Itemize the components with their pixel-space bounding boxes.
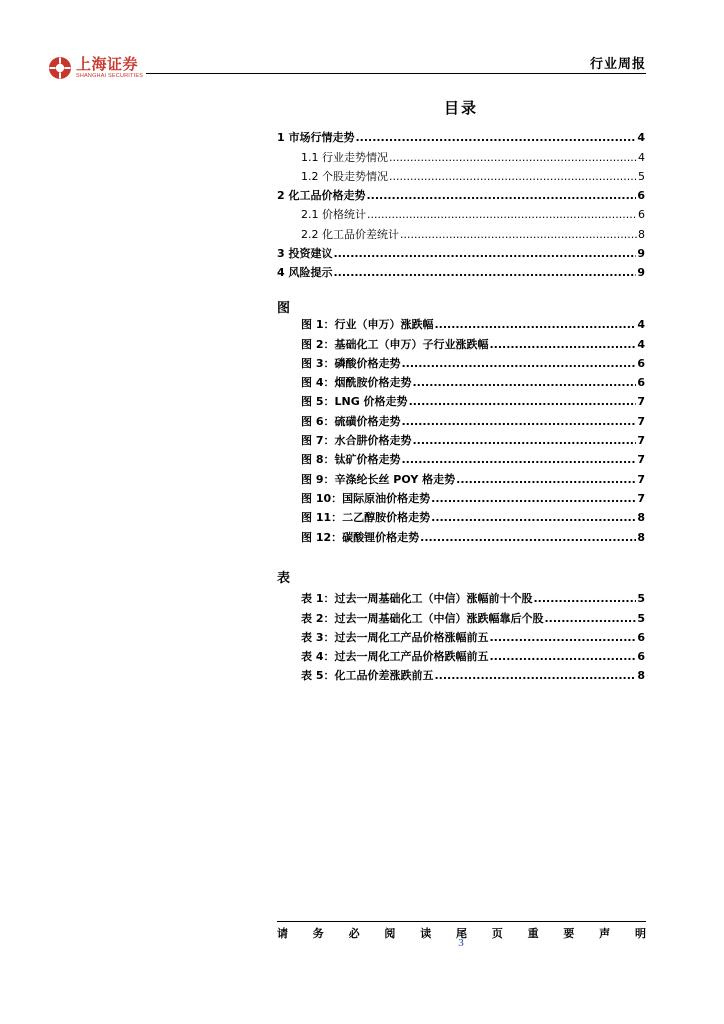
- toc-entry[interactable]: 1.1 行业走势情况 ..... 4: [277, 144, 645, 163]
- toc-entry[interactable]: 1 市场行情走势 ..... 4: [277, 125, 645, 144]
- figure-entry[interactable]: 图 12：碳酸锂价格走势 ..... 8: [277, 524, 645, 543]
- figure-entry[interactable]: 图 9：辛涤纶长丝 POY 格走势 ..... 7: [277, 466, 645, 485]
- figure-entry[interactable]: 图 7：水合肼价格走势 ..... 7: [277, 428, 645, 447]
- footer-divider: [277, 921, 646, 922]
- toc-entry[interactable]: 3 投资建议 ..... 9: [277, 241, 645, 260]
- table-entry[interactable]: 表 3：过去一周化工产品价格涨幅前五 ..... 6: [277, 625, 645, 644]
- footer-notice-char: 阅: [384, 927, 396, 940]
- report-type-label: 行业周报: [589, 57, 646, 72]
- figures-list: [277, 312, 645, 544]
- footer-notice-char: 请: [277, 927, 288, 940]
- company-logo: [48, 55, 143, 81]
- toc-list: [277, 125, 645, 279]
- logo-english-name: SHANGHAI SECURITIES: [76, 72, 144, 79]
- logo-chinese-name: 上海证券: [76, 54, 139, 73]
- tables-list: [277, 586, 645, 682]
- table-entry[interactable]: 表 2：过去一周基础化工（中信）涨跌幅靠后个股 ..... 5: [277, 605, 645, 624]
- figure-entry[interactable]: 图 8：钛矿价格走势 ..... 7: [277, 447, 645, 466]
- logo-emblem-icon: [48, 56, 72, 80]
- footer-notice-char: 尾: [455, 927, 467, 940]
- header-divider: [146, 73, 646, 74]
- toc-title: 目录: [443, 99, 478, 117]
- table-entry[interactable]: 表 1：过去一周基础化工（中信）涨幅前十个股 ..... 5: [277, 586, 645, 605]
- toc-entry[interactable]: 2 化工品价格走势 ..... 6: [277, 183, 645, 202]
- toc-entry[interactable]: 2.2 化工品价差统计 ..... 8: [277, 221, 645, 240]
- table-entry[interactable]: 表 4：过去一周化工产品价格跌幅前五 ..... 6: [277, 644, 645, 663]
- footer-notice-char: 务: [312, 927, 324, 940]
- toc-entry[interactable]: 2.1 价格统计 ..... 6: [277, 202, 645, 221]
- table-entry[interactable]: 表 5：化工品价差涨跌前五 ..... 8: [277, 663, 645, 682]
- footer-notice-char: 必: [348, 927, 360, 940]
- figure-entry[interactable]: 图 6：硫磺价格走势 ..... 7: [277, 408, 645, 427]
- toc-entry[interactable]: 4 风险提示 ..... 9: [277, 260, 645, 279]
- page-number: 3: [458, 937, 464, 949]
- tables-heading: 表: [277, 571, 291, 586]
- toc-entry[interactable]: 1.2 个股走势情况 ..... 5: [277, 164, 645, 183]
- footer-notice-char: 重: [527, 927, 539, 940]
- figure-entry[interactable]: 图 3：磷酸价格走势 ..... 6: [277, 351, 645, 370]
- footer-notice-char: 声: [599, 927, 611, 940]
- figure-entry[interactable]: 图 1：行业（申万）涨跌幅 ..... 4: [277, 312, 645, 331]
- figure-entry[interactable]: 图 11：二乙醇胺价格走势 ..... 8: [277, 505, 645, 524]
- figures-heading: 图: [277, 301, 291, 316]
- figure-entry[interactable]: 图 4：烟酰胺价格走势 ..... 6: [277, 370, 645, 389]
- figure-entry[interactable]: 图 5：LNG 价格走势 ..... 7: [277, 389, 645, 408]
- figure-entry[interactable]: 图 2：基础化工（申万）子行业涨跌幅 ..... 4: [277, 331, 645, 350]
- footer-notice-char: 读: [420, 927, 432, 940]
- figure-entry[interactable]: 图 10：国际原油价格走势 ..... 7: [277, 486, 645, 505]
- footer-notice-char: 页: [491, 927, 503, 940]
- footer-notice-char: 要: [563, 927, 575, 940]
- footer-notice-char: 明: [634, 927, 646, 940]
